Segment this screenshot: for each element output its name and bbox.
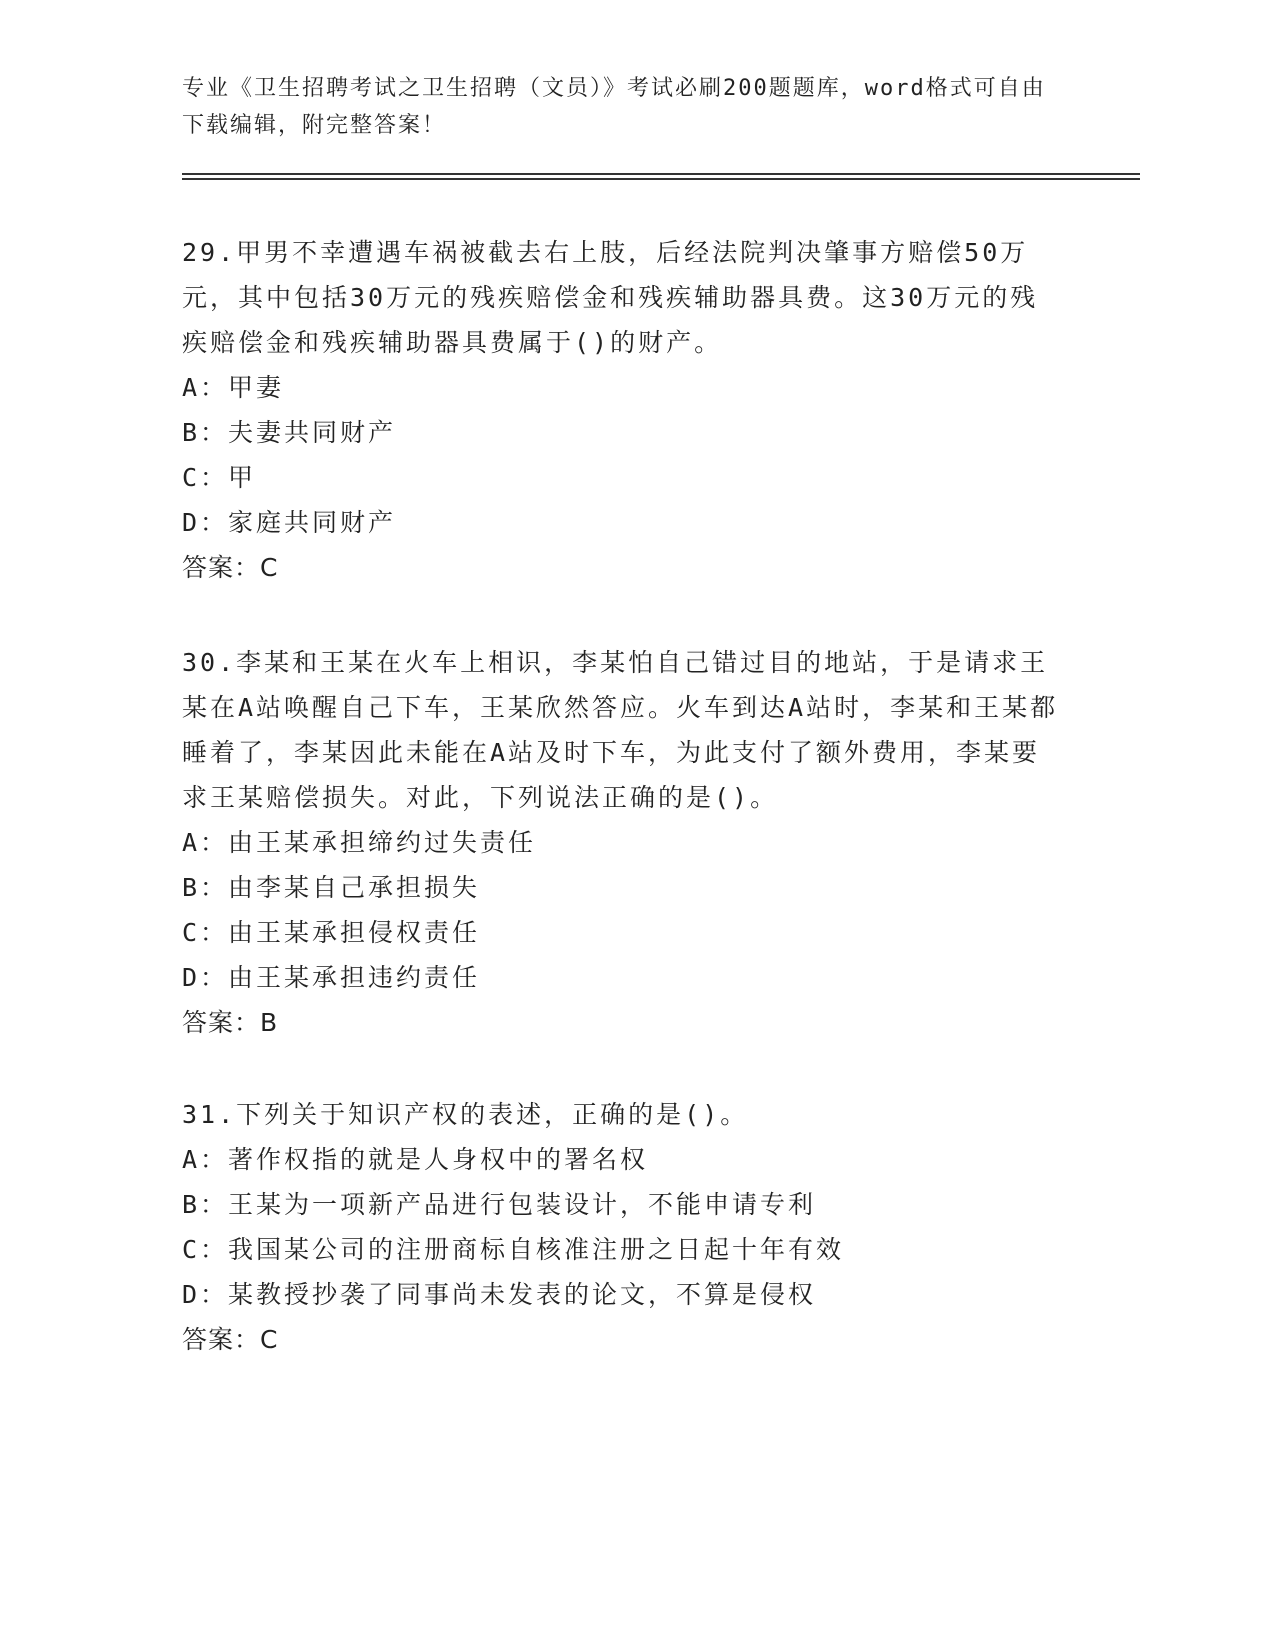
option-a: A：甲妻 xyxy=(182,373,285,402)
option-c: C：由王某承担侵权责任 xyxy=(182,918,481,947)
option-b: B：王某为一项新产品进行包装设计，不能申请专利 xyxy=(182,1190,817,1219)
answer-line: 答案：B xyxy=(182,1008,279,1037)
header-divider-top xyxy=(182,173,1140,175)
answer-line: 答案：C xyxy=(182,1325,279,1354)
question-29 xyxy=(182,230,1062,590)
option-c: C：我国某公司的注册商标自核准注册之日起十年有效 xyxy=(182,1235,845,1264)
option-d: D：由王某承担违约责任 xyxy=(182,963,481,992)
option-d: D：某教授抄袭了同事尚未发表的论文，不算是侵权 xyxy=(182,1280,817,1309)
question-stem: 30.李某和王某在火车上相识，李某怕自己错过目的地站，于是请求王某在A站唤醒自己下车，王某欣然答应。火车到达A站时，李某和王某都睡着了，李某因此未能在A站及时下车，为此支付了额外费用，李某要求王某赔偿损失。对此，下列说法正确的是()。 xyxy=(182,648,1059,812)
option-b: B：夫妻共同财产 xyxy=(182,418,397,447)
question-31 xyxy=(182,1092,1062,1362)
option-a: A：著作权指的就是人身权中的署名权 xyxy=(182,1145,649,1174)
option-c: C：甲 xyxy=(182,463,257,492)
option-d: D：家庭共同财产 xyxy=(182,508,397,537)
answer-line: 答案：C xyxy=(182,553,279,582)
question-stem: 29.甲男不幸遭遇车祸被截去右上肢，后经法院判决肇事方赔偿50万元，其中包括30万元的残疾赔偿金和残疾辅助器具费。这30万元的残疾赔偿金和残疾辅助器具费属于()的财产。 xyxy=(182,238,1039,357)
document-header: 专业《卫生招聘考试之卫生招聘（文员）》考试必刷200题题库，word格式可自由下载编辑，附完整答案！ xyxy=(182,76,1046,138)
header-divider-bottom xyxy=(182,178,1140,180)
option-a: A：由王某承担缔约过失责任 xyxy=(182,828,537,857)
question-30 xyxy=(182,640,1062,1045)
question-stem: 31.下列关于知识产权的表述，正确的是()。 xyxy=(182,1100,749,1129)
option-b: B：由李某自己承担损失 xyxy=(182,873,481,902)
